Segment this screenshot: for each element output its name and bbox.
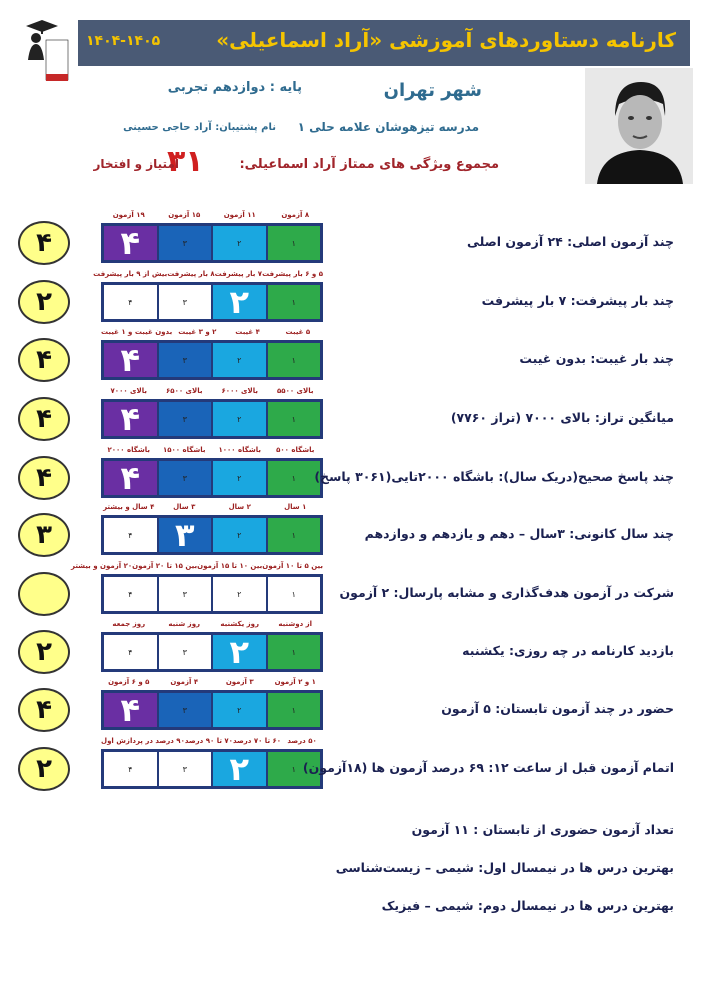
level-bar bbox=[101, 223, 323, 263]
level-cell-1: ۱ bbox=[266, 343, 321, 377]
level-bar bbox=[101, 515, 323, 555]
row-level-headers bbox=[101, 387, 323, 395]
level-cell-4: ۴ bbox=[128, 297, 133, 307]
level-cell-3: ۳ bbox=[157, 518, 212, 552]
kanoon-logo bbox=[20, 18, 70, 88]
level-cell-4: ۴ bbox=[128, 530, 133, 540]
level-cell-2: ۲ bbox=[211, 461, 266, 495]
row-label: حضور در چند آزمون تابستان: ۵ آزمون bbox=[441, 701, 674, 716]
row-level-headers bbox=[101, 328, 323, 336]
level-cell-1: ۱ bbox=[266, 226, 321, 260]
level-header: ۲ و ۳ غیبت bbox=[178, 328, 217, 336]
level-bar bbox=[101, 574, 323, 614]
level-header: بین ۱۵ تا ۲۰ آزمون bbox=[132, 562, 198, 570]
row-label: چند آزمون اصلی: ۲۴ آزمون اصلی bbox=[466, 234, 674, 249]
level-cell-3: ۳ bbox=[157, 402, 212, 436]
row-score-circle: ۳ bbox=[18, 513, 70, 557]
level-bar bbox=[101, 690, 323, 730]
row-score-circle: ۲ bbox=[18, 747, 70, 791]
level-cell-4: ۴ bbox=[104, 693, 157, 727]
level-header: ۱ و ۲ آزمون bbox=[274, 678, 316, 686]
level-header: ۱ سال bbox=[284, 503, 307, 511]
level-cell-1: ۱ bbox=[266, 518, 321, 552]
level-header: ۵ غیبت bbox=[285, 328, 311, 336]
level-bar bbox=[101, 749, 323, 789]
row-label: چند بار غیبت: بدون غیبت bbox=[519, 351, 674, 366]
level-cell-2: ۲ bbox=[211, 577, 266, 611]
row-label: بازدید کارنامه در چه روزی: یکشنبه bbox=[462, 643, 674, 658]
row-label: میانگین تراز: بالای ۷۰۰۰ (تراز ۷۷۶۰) bbox=[450, 410, 674, 425]
level-cell-1: ۱ bbox=[266, 285, 321, 319]
level-header: ۴ غیبت bbox=[235, 328, 260, 336]
row-score-circle: ۴ bbox=[18, 397, 70, 441]
row-score-circle bbox=[18, 572, 70, 616]
total-suffix: امتیاز و افتخار bbox=[93, 157, 179, 171]
level-cell-4: ۴ bbox=[104, 402, 157, 436]
level-header: از دوشنبه bbox=[278, 620, 313, 628]
level-header: ۵ و ۶ بار پیشرفت bbox=[262, 270, 323, 278]
level-header: بین ۱۰ تا ۱۵ آزمون bbox=[197, 562, 263, 570]
level-cell-2: ۲ bbox=[211, 752, 266, 786]
level-bar bbox=[101, 282, 323, 322]
total-label: مجموع ویژگی های ممتاز آراد اسماعیلی: bbox=[239, 157, 499, 172]
level-cell-2: ۲ bbox=[211, 285, 266, 319]
grade-label: پایه : دوازدهم تجربی bbox=[167, 80, 302, 95]
level-cell-3: ۳ bbox=[157, 226, 212, 260]
level-cell-3: ۳ bbox=[157, 635, 212, 669]
row-level-headers bbox=[70, 562, 323, 570]
student-photo bbox=[585, 68, 693, 184]
academic-year: ۱۴۰۴-۱۴۰۵ bbox=[86, 33, 161, 49]
level-header: بیش از ۹ بار پیشرفت bbox=[93, 270, 168, 278]
level-header: ۸ بار پیشرفت bbox=[167, 270, 215, 278]
advisor-label: نام پشتیبان: آراد حاجی حسینی bbox=[123, 122, 276, 133]
level-header: بالای ۵۵۰۰ bbox=[277, 387, 314, 395]
level-header: بالای ۶۵۰۰ bbox=[166, 387, 203, 395]
level-header: روز شنبه bbox=[168, 620, 201, 628]
level-cell-2: ۲ bbox=[211, 693, 266, 727]
level-cell-1: ۱ bbox=[266, 402, 321, 436]
level-cell-4: ۴ bbox=[128, 764, 133, 774]
level-header: بدون غیبت و ۱ غیبت bbox=[101, 328, 173, 336]
level-bar bbox=[101, 399, 323, 439]
level-header: روز جمعه bbox=[112, 620, 146, 628]
level-cell-4: ۴ bbox=[104, 461, 157, 495]
level-cell-2: ۲ bbox=[211, 226, 266, 260]
level-cell-4: ۴ bbox=[128, 589, 133, 599]
level-header: بالای ۶۰۰۰ bbox=[221, 387, 258, 395]
row-level-headers bbox=[101, 446, 323, 454]
level-cell-2: ۲ bbox=[211, 343, 266, 377]
level-cell-3: ۳ bbox=[157, 343, 212, 377]
level-cell-3: ۳ bbox=[157, 285, 212, 319]
level-cell-3: ۳ bbox=[157, 577, 212, 611]
level-header: باشگاه ۱۰۰۰ bbox=[218, 446, 261, 454]
level-header: باشگاه ۲۰۰۰ bbox=[107, 446, 150, 454]
level-header: بالای ۷۰۰۰ bbox=[110, 387, 147, 395]
level-header: ۷۰ تا ۹۰ درصد bbox=[184, 737, 233, 745]
level-header: ۲ سال bbox=[228, 503, 251, 511]
level-cell-3: ۳ bbox=[157, 693, 212, 727]
city-label: شهر تهران bbox=[383, 80, 482, 101]
level-cell-1: ۱ bbox=[266, 635, 321, 669]
level-header: ۸ آزمون bbox=[281, 211, 310, 219]
level-header: بین ۵ تا ۱۰ آزمون bbox=[262, 562, 323, 570]
row-level-headers bbox=[101, 620, 323, 628]
level-cell-1: ۱ bbox=[266, 577, 321, 611]
row-level-headers bbox=[93, 270, 323, 278]
report-title: کارنامه دستاوردهای آموزشی «آراد اسماعیلی» bbox=[216, 28, 676, 52]
row-label: اتمام آزمون قبل از ساعت ۱۲: ۶۹ درصد آزمون ها (۱۸آزمون) bbox=[302, 760, 674, 775]
row-score-circle: ۲ bbox=[18, 630, 70, 674]
row-level-headers bbox=[101, 678, 323, 686]
level-header: ۶۰ تا ۷۰ درصد bbox=[232, 737, 282, 745]
row-level-headers bbox=[101, 737, 323, 745]
row-level-headers bbox=[101, 211, 323, 219]
row-score-circle: ۴ bbox=[18, 688, 70, 732]
row-score-circle: ۴ bbox=[18, 221, 70, 265]
level-header: ۱۵ آزمون bbox=[168, 211, 201, 219]
level-cell-2: ۲ bbox=[211, 518, 266, 552]
level-header: ۵ و ۶ آزمون bbox=[108, 678, 150, 686]
level-header: باشگاه ۱۵۰۰ bbox=[162, 446, 206, 454]
level-cell-2: ۲ bbox=[211, 635, 266, 669]
school-label: مدرسه تیزهوشان علامه حلی ۱ bbox=[297, 120, 479, 134]
row-level-headers bbox=[101, 503, 323, 511]
level-header: باشگاه ۵۰۰ bbox=[276, 446, 315, 454]
level-bar bbox=[101, 458, 323, 498]
level-header: ۲۰ آزمون و بیشتر bbox=[70, 562, 133, 570]
extra-line-best-courses-second: بهترین درس ها در نیمسال دوم: شیمی – فیزیک bbox=[381, 898, 674, 913]
row-label: چند پاسخ صحیح(دریک سال): باشگاه ۲۰۰۰تایی(۳۰۶۱ پاسخ) bbox=[314, 469, 674, 484]
row-score-circle: ۴ bbox=[18, 456, 70, 500]
level-header: ۹۰ درصد در پردازش اول bbox=[101, 737, 185, 745]
row-score-circle: ۴ bbox=[18, 338, 70, 382]
level-cell-3: ۳ bbox=[157, 752, 212, 786]
level-bar bbox=[101, 632, 323, 672]
level-cell-2: ۲ bbox=[211, 402, 266, 436]
level-bar bbox=[101, 340, 323, 380]
level-cell-1: ۱ bbox=[266, 752, 321, 786]
extra-line-summer-exams: تعداد آزمون حضوری از تابستان : ۱۱ آزمون bbox=[411, 822, 674, 837]
level-cell-4: ۴ bbox=[104, 343, 157, 377]
level-header: ۴ آزمون bbox=[170, 678, 199, 686]
row-label: شرکت در آزمون هدف‌گذاری و مشابه پارسال: ۲ آزمون bbox=[339, 585, 674, 600]
row-label: چند سال کانونی: ۳سال – دهم و یازدهم و دوازدهم bbox=[364, 526, 674, 541]
level-header: ۵۰ درصد bbox=[287, 737, 317, 745]
level-cell-1: ۱ bbox=[266, 693, 321, 727]
level-header: ۳ سال bbox=[173, 503, 196, 511]
level-header: روز یکشنبه bbox=[220, 620, 260, 628]
level-cell-3: ۳ bbox=[157, 461, 212, 495]
total-score: ۳۱ bbox=[167, 144, 204, 179]
level-cell-1: ۱ bbox=[266, 461, 321, 495]
level-cell-4: ۴ bbox=[104, 226, 157, 260]
level-header: ۴ سال و بیشتر bbox=[103, 503, 155, 511]
row-score-circle: ۲ bbox=[18, 280, 70, 324]
level-header: ۷ بار پیشرفت bbox=[214, 270, 263, 278]
level-header: ۳ آزمون bbox=[225, 678, 254, 686]
row-label: چند بار پیشرفت: ۷ بار پیشرفت bbox=[481, 293, 674, 308]
level-cell-4: ۴ bbox=[128, 647, 133, 657]
level-header: ۱۱ آزمون bbox=[223, 211, 256, 219]
extra-line-best-courses-first: بهترین درس ها در نیمسال اول: شیمی – زیست‌شناسی bbox=[335, 860, 674, 875]
level-header: ۱۹ آزمون bbox=[112, 211, 145, 219]
